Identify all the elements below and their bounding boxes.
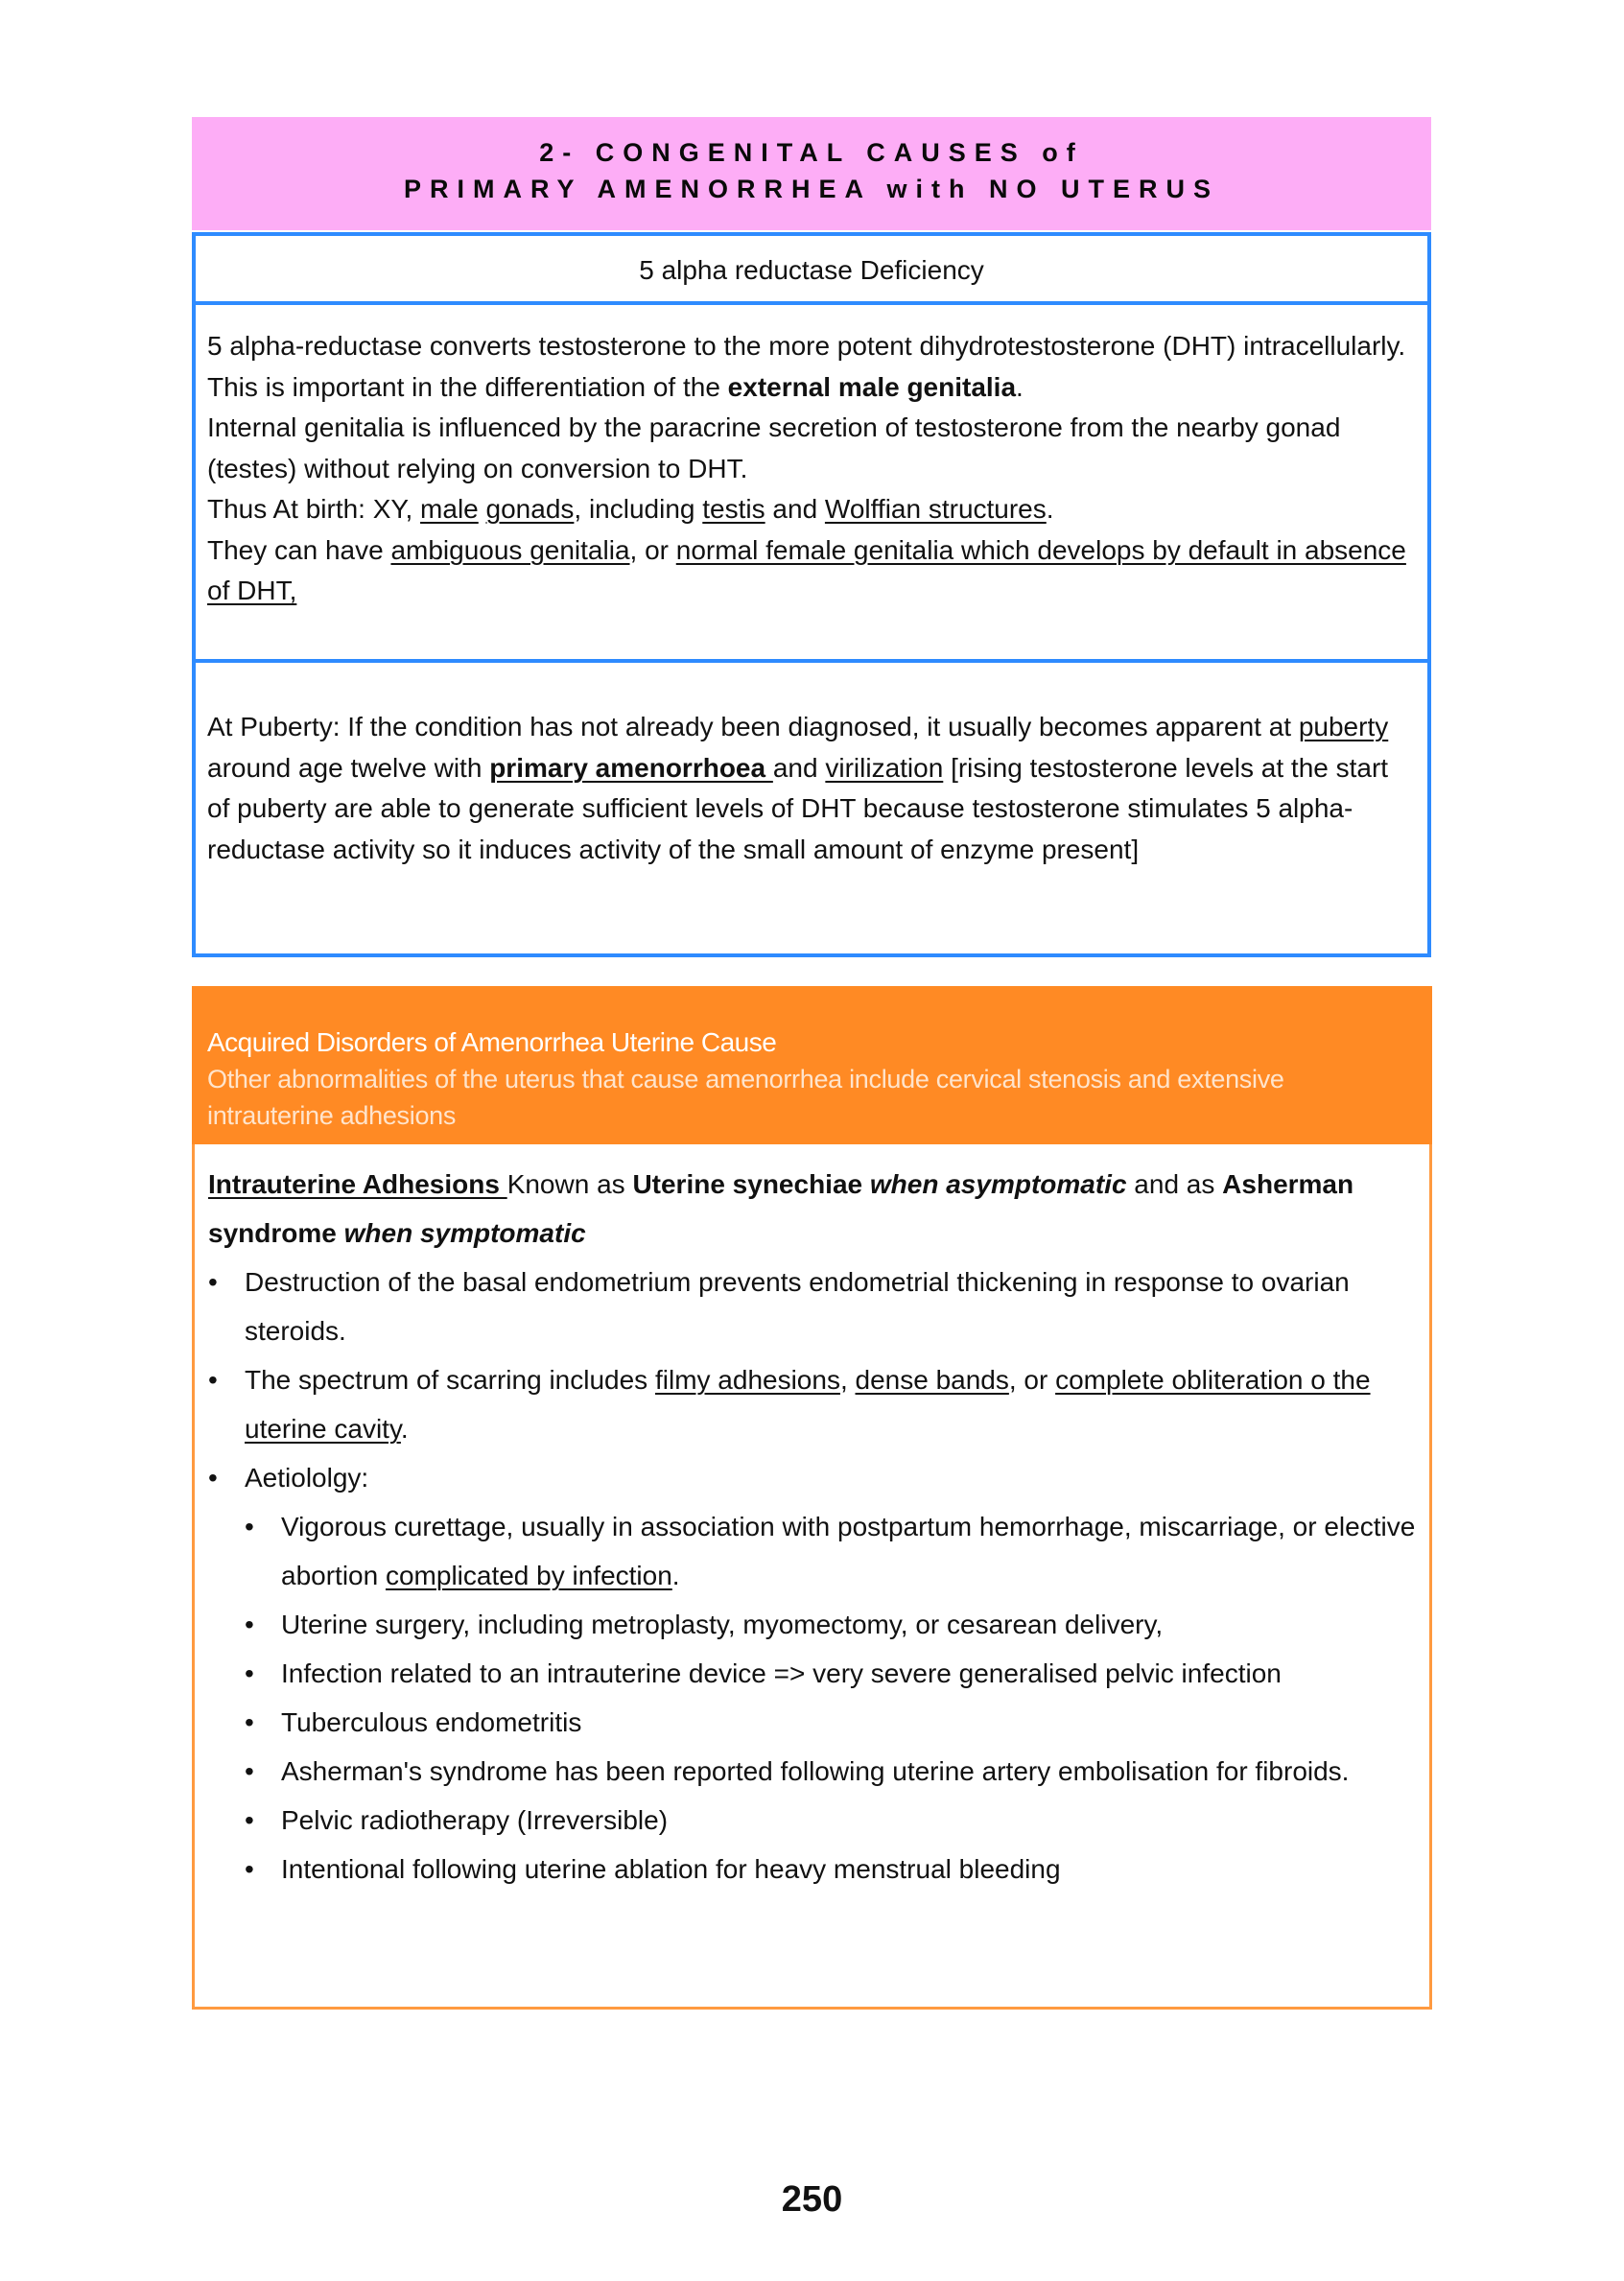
text bbox=[862, 1169, 870, 1199]
intro-paragraph bbox=[207, 326, 1416, 612]
text: , or bbox=[1008, 1365, 1056, 1395]
list-item: • Uterine surgery, including metroplasty, myomectomy, or cesarean delivery, bbox=[245, 1600, 1416, 1649]
underlined-term: virilization bbox=[825, 752, 944, 783]
intro-line-3: Internal genitalia is influenced by the paracrine secretion of testosterone from the nearby gonad (testes) without relying on conversion to DHT. bbox=[207, 412, 1341, 483]
text: At Puberty: If the condition has not already been diagnosed, it usually becomes apparent at bbox=[207, 712, 1299, 741]
list-item bbox=[208, 1453, 1416, 1893]
text: , or bbox=[629, 534, 676, 565]
text: . bbox=[1016, 371, 1024, 402]
five-alpha-reductase-table bbox=[192, 232, 1431, 957]
list-item bbox=[245, 1502, 1416, 1600]
text: , bbox=[839, 1365, 856, 1395]
section-header-line-1: 2- CONGENITAL CAUSES of bbox=[539, 138, 1084, 167]
list-item: • Destruction of the basal endometrium prevents endometrial thickening in response to ovarian steroids. bbox=[208, 1258, 1416, 1355]
section-header bbox=[192, 117, 1431, 230]
section-header-line-2: PRIMARY AMENORRHEA with NO UTERUS bbox=[403, 175, 1219, 203]
text: Vigorous curettage, usually in association with postpartum hemorrhage, miscarriage, or elective abortion bbox=[281, 1512, 1416, 1590]
underlined-term: filmy adhesions bbox=[654, 1365, 840, 1395]
adhesions-intro bbox=[208, 1160, 1416, 1258]
aetiology-list bbox=[245, 1502, 1416, 1893]
list-item: • Pelvic radiotherapy (Irreversible) bbox=[245, 1796, 1416, 1845]
underlined-term: testis bbox=[702, 494, 765, 524]
text: around age twelve with bbox=[207, 752, 490, 783]
underlined-term: ambiguous genitalia bbox=[390, 534, 630, 565]
text: This is important in the differentiation of the bbox=[207, 371, 728, 402]
list-item: • Infection related to an intrauterine device => very severe generalised pelvic infection bbox=[245, 1649, 1416, 1698]
bold-italic-term: when symptomatic bbox=[343, 1218, 586, 1248]
intro-line-5 bbox=[207, 530, 1416, 612]
text: Thus At birth: XY, bbox=[207, 494, 421, 524]
list-item: • Intentional following uterine ablation for heavy menstrual bleeding bbox=[245, 1845, 1416, 1893]
text: , including bbox=[574, 494, 703, 524]
acquired-disorders-title: Acquired Disorders of Amenorrhea Uterine Cause bbox=[207, 1027, 777, 1057]
underlined-term: puberty bbox=[1298, 712, 1389, 741]
list-item: • Tuberculous endometritis bbox=[245, 1698, 1416, 1747]
text bbox=[479, 494, 486, 524]
text: [rising testosterone levels at the start of puberty are able to generate sufficient levels of DHT because testosterone stimulates 5 alpha-reductase activity so it induces activity of the small amount of enzyme present] bbox=[207, 752, 1389, 864]
bold-underlined-term: primary amenorrhoea bbox=[489, 752, 773, 783]
puberty-paragraph bbox=[207, 707, 1416, 870]
underlined-term: complicated by infection bbox=[385, 1561, 672, 1590]
text: and as bbox=[1126, 1169, 1223, 1199]
underlined-heading: Intrauterine Adhesions bbox=[208, 1169, 507, 1199]
intro-row bbox=[196, 305, 1427, 663]
underlined-term: Wolffian structures bbox=[824, 494, 1047, 524]
text: and bbox=[772, 752, 826, 783]
table-title: 5 alpha reductase Deficiency bbox=[639, 255, 984, 285]
text: Known as bbox=[506, 1169, 633, 1199]
intro-line-2 bbox=[207, 367, 1416, 409]
underlined-term: male bbox=[420, 494, 479, 524]
text: . bbox=[671, 1561, 680, 1590]
aetiology-label: Aetiololgy: bbox=[245, 1463, 369, 1493]
bold-term: Uterine synechiae bbox=[632, 1169, 863, 1199]
intro-line-1: 5 alpha-reductase converts testosterone to the more potent dihydrotestosterone (DHT) intracellularly. bbox=[207, 331, 1406, 361]
bold-italic-term: when asymptomatic bbox=[869, 1169, 1127, 1199]
table-title-row bbox=[196, 236, 1427, 305]
bold-term: external male genitalia bbox=[727, 371, 1017, 402]
underlined-term: dense bands bbox=[855, 1365, 1009, 1395]
text: and bbox=[765, 494, 825, 524]
underlined-term: normal female genitalia which develops by default in absence of DHT, bbox=[207, 534, 1406, 605]
text: . bbox=[1046, 494, 1054, 524]
bold-term: Asherman syndrome bbox=[208, 1169, 1354, 1248]
puberty-text bbox=[207, 707, 1416, 870]
page-number: 250 bbox=[781, 2179, 843, 2220]
text: They can have bbox=[207, 534, 391, 565]
text: . bbox=[400, 1414, 409, 1444]
underlined-term: complete obliteration o the uterine cavity bbox=[245, 1365, 1371, 1444]
intro-line-4 bbox=[207, 489, 1416, 530]
acquired-disorders-header bbox=[192, 986, 1432, 1144]
adhesions-definition bbox=[208, 1160, 1416, 1258]
acquired-disorders-subtitle: Other abnormalities of the uterus that cause amenorrhea include cervical stenosis and extensive intrauterine adhesions bbox=[207, 1065, 1284, 1130]
text: The spectrum of scarring includes bbox=[245, 1365, 655, 1395]
adhesions-bullet-list bbox=[208, 1258, 1416, 1893]
list-item bbox=[208, 1355, 1416, 1453]
puberty-row bbox=[196, 663, 1427, 953]
text bbox=[337, 1218, 344, 1248]
list-item: • Asherman's syndrome has been reported following uterine artery embolisation for fibroids. bbox=[245, 1747, 1416, 1796]
intrauterine-adhesions-box bbox=[192, 1144, 1432, 2010]
underlined-term: gonads bbox=[485, 494, 575, 524]
